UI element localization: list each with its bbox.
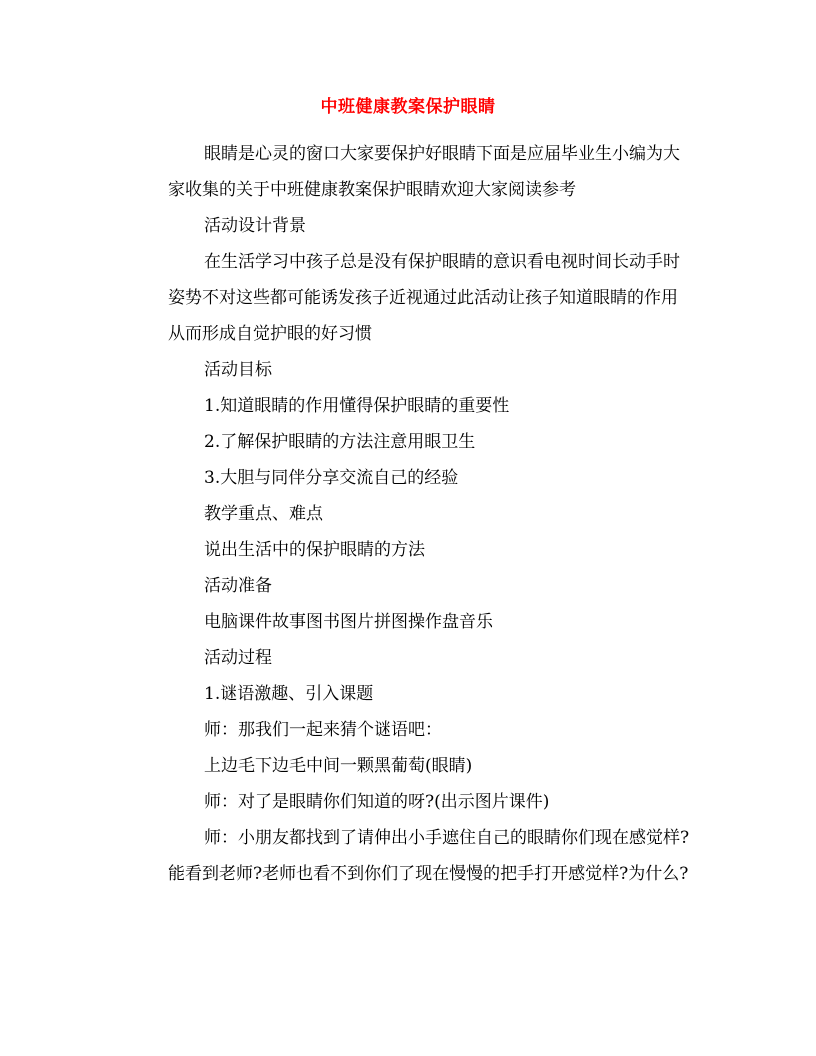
dialogue-line-1: 师：那我们一起来猜个谜语吧： bbox=[204, 720, 442, 740]
riddle-line: 上边毛下边毛中间一颗黑葡萄(眼睛) bbox=[204, 756, 473, 776]
heading-goals: 活动目标 bbox=[204, 360, 272, 380]
paragraph-intro: 眼睛是心灵的窗口大家要保护好眼睛下面是应届毕业生小编为大家收集的关于中班健康教案保护眼睛欢迎大家阅读参考 bbox=[168, 144, 680, 200]
document-body bbox=[168, 136, 692, 892]
heading-key-points: 教学重点、难点 bbox=[204, 504, 323, 524]
paragraph-background: 在生活学习中孩子总是没有保护眼睛的意识看电视时间长动手时姿势不对这些都可能诱发孩子近视通过此活动让孩子知道眼睛的作用从而形成自觉护眼的好习惯 bbox=[168, 252, 680, 344]
heading-preparation: 活动准备 bbox=[204, 576, 272, 596]
process-step-1: 1.谜语激趣、引入课题 bbox=[204, 684, 374, 704]
document-title: 中班健康教案保护眼睛 bbox=[320, 97, 496, 117]
paragraph-key-points: 说出生活中的保护眼睛的方法 bbox=[204, 540, 425, 560]
goal-item-3: 3.大胆与同伴分享交流自己的经验 bbox=[204, 468, 459, 488]
dialogue-line-3: 师：小朋友都找到了请伸出小手遮住自己的眼睛你们现在感觉样?能看到老师?老师也看不到你们了现在慢慢的把手打开感觉样?为什么? bbox=[168, 828, 690, 884]
heading-background: 活动设计背景 bbox=[204, 216, 306, 236]
goal-item-2: 2.了解保护眼睛的方法注意用眼卫生 bbox=[204, 432, 476, 452]
heading-process: 活动过程 bbox=[204, 648, 272, 668]
dialogue-line-2: 师：对了是眼睛你们知道的呀?(出示图片课件) bbox=[204, 792, 550, 812]
paragraph-preparation: 电脑课件故事图书图片拼图操作盘音乐 bbox=[204, 612, 493, 632]
goal-item-1: 1.知道眼睛的作用懂得保护眼睛的重要性 bbox=[204, 396, 510, 416]
